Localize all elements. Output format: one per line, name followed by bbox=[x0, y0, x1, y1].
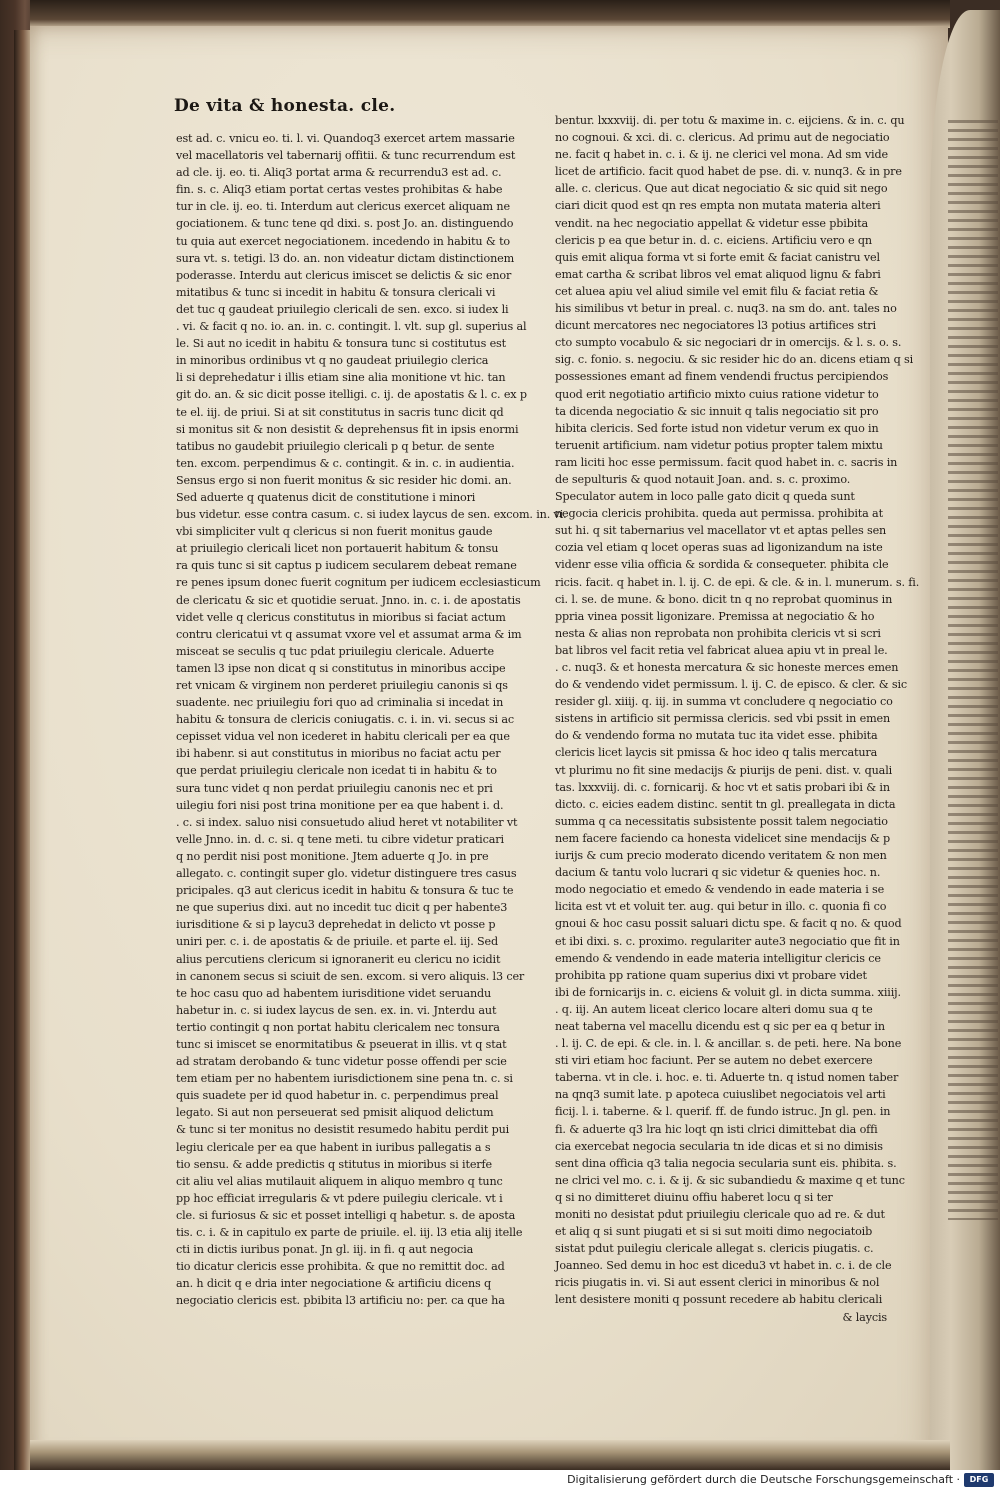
text-line: clericis p ea que betur in. d. c. eiciens. Artificiu vero e qn bbox=[555, 233, 872, 247]
text-line: velle Jnno. in. d. c. si. q tene meti. tu cibre videtur praticari bbox=[176, 832, 504, 846]
text-line: ibi de fornicarijs in. c. eiciens & voluit gl. in dicta summa. xiiij. bbox=[555, 985, 901, 999]
text-line: tatibus no gaudebit priuilegio clericali p q betur. de sente bbox=[176, 439, 495, 453]
text-line: moniti no desistat pdut priuilegiu clericale quo ad re. & dut bbox=[555, 1208, 885, 1221]
book-bottom-edge bbox=[30, 1440, 950, 1470]
text-line: te hoc casu quo ad habentem iurisditione videt seruandu bbox=[176, 986, 492, 1000]
footer-bar bbox=[0, 1470, 1000, 1491]
text-line: ten. excom. perpendimus & c. contingit. & in. c. in audientia. bbox=[176, 456, 515, 470]
text-line: tunc si imiscet se enormitatibus & pseuerat in illis. vt q stat bbox=[176, 1037, 507, 1051]
text-line: possessiones emant ad finem vendendi fructus percipiendos bbox=[555, 370, 889, 384]
text-line: in canonem secus si sciuit de sen. excom. si vero aliquis. l3 cer bbox=[176, 969, 525, 983]
text-line: ciari dicit quod est qn res empta non mutata materia alteri bbox=[555, 199, 881, 213]
book-top-edge bbox=[30, 0, 950, 28]
text-line: ram liciti hoc esse permissum. facit quod habet in. c. sacris in bbox=[555, 455, 898, 469]
text-column-left bbox=[176, 130, 567, 1309]
text-line: Speculator autem in loco palle gato dicit q queda sunt bbox=[555, 490, 855, 504]
text-line: de sepulturis & quod notauit Joan. and. s. c. proximo. bbox=[555, 472, 851, 486]
text-line: hibita clericis. Sed forte istud non videtur verum ex quo in bbox=[555, 421, 879, 435]
text-line: tio dicatur clericis esse prohibita. & que no remittit doc. ad bbox=[176, 1260, 505, 1274]
text-line: et aliq q si sunt piugati et si si sut moiti dimo negociatoib bbox=[555, 1225, 873, 1239]
text-line: teruenit artificium. nam videtur potius propter talem mixtu bbox=[555, 438, 883, 452]
text-line: sura vt. s. tetigi. l3 do. an. non videatur dictam distinctionem bbox=[176, 251, 515, 265]
text-line: . q. iij. An autem liceat clerico locare alteri domu sua q te bbox=[555, 1002, 873, 1016]
text-line: & laycis bbox=[842, 1310, 887, 1324]
text-line: licet de artificio. facit quod habet de pse. di. v. nunq3. & in pre bbox=[555, 165, 902, 179]
text-line: nesta & alias non reprobata non prohibita clericis vt si scri bbox=[555, 626, 881, 640]
text-line: sistens in artificio sit permissa clericis. sed vbi pssit in emen bbox=[555, 712, 891, 726]
text-line: bus videtur. esse contra casum. c. si iudex laycus de sen. excom. in. vi. bbox=[176, 508, 567, 522]
text-line: cit aliu vel alias mutilauit aliquem in aliquo membro q tunc bbox=[176, 1174, 503, 1188]
text-line: q si no dimitteret diuinu offiu haberet locu q si ter bbox=[555, 1190, 833, 1204]
text-line: re penes ipsum donec fuerit cognitum per iudicem ecclesiasticum bbox=[176, 576, 541, 590]
text-line: emat cartha & scribat libros vel emat aliquod lignu & fabri bbox=[555, 267, 881, 281]
text-line: ra quis tunc si sit captus p iudicem secularem debeat remane bbox=[176, 559, 517, 573]
text-line: Sensus ergo si non fuerit monitus & sic resider hic domi. an. bbox=[176, 473, 512, 487]
text-line: summa q ca necessitatis subsistente possit talem negociatio bbox=[555, 814, 888, 828]
text-line: nem facere faciendo ca honesta videlicet sine mendacijs & p bbox=[555, 831, 891, 845]
text-line: tio sensu. & adde predictis q stitutus in mioribus si iterfe bbox=[176, 1157, 492, 1171]
text-line: do & vendendo videt permissum. l. ij. C. de episco. & cler. & sic bbox=[555, 678, 908, 692]
text-line: alle. c. clericus. Que aut dicat negociatio & sic quid sit nego bbox=[555, 182, 888, 196]
text-line: ad stratam derobando & tunc videtur posse offendi per scie bbox=[176, 1055, 507, 1069]
text-line: mitatibus & tunc si incedit in habitu & tonsura clericali vi bbox=[176, 285, 496, 299]
text-line: q no perdit nisi post monitione. Jtem aduerte q Jo. in pre bbox=[176, 849, 489, 863]
text-line: na qnq3 sumit late. p apoteca cuiuslibet negociatois vel arti bbox=[555, 1088, 886, 1102]
text-line: vendit. na hec negociatio appellat & videtur esse pbibita bbox=[555, 216, 869, 230]
text-line: li si deprehedatur i illis etiam sine alia monitione vt hic. tan bbox=[176, 371, 506, 385]
text-line: quis emit aliqua forma vt si forte emit & faciat canistru vel bbox=[555, 250, 880, 264]
text-line: quis suadete per id quod habetur in. c. perpendimus preal bbox=[176, 1089, 499, 1103]
text-line: habitu & tonsura de clericis coniugatis. c. i. in. vi. secus si ac bbox=[176, 713, 514, 727]
text-line: no cognoui. & xci. di. c. clericus. Ad primu aut de negociatio bbox=[555, 131, 890, 145]
text-line: emendo & vendendo in eade materia intelligitur clericis ce bbox=[555, 951, 881, 965]
text-line: bentur. lxxxviij. di. per totu & maxime in. c. eijciens. & in. c. qu bbox=[555, 114, 905, 127]
text-line: contru clericatui vt q assumat vxore vel et assumat arma & im bbox=[176, 627, 522, 641]
text-line: le. Si aut no icedit in habitu & tonsura tunc si costitutus est bbox=[176, 337, 506, 351]
text-line: dicunt mercatores nec negociatores l3 potius artifices stri bbox=[555, 319, 876, 333]
text-line: ppria vinea possit ligonizare. Premissa at negociatio & ho bbox=[555, 609, 875, 623]
text-line: det tuc q gaudeat priuilegio clericali de sen. exco. si iudex li bbox=[176, 302, 509, 316]
text-line: ci. l. se. de mune. & bono. dicit tn q no reprobat quominus in bbox=[555, 592, 893, 606]
text-line: ricis piugatis in. vi. Si aut essent clerici in minoribus & nol bbox=[555, 1276, 880, 1290]
text-line: cozia vel etiam q locet operas suas ad ligonizandum na iste bbox=[555, 541, 883, 555]
text-line: ne que superius dixi. aut no incedit tuc dicit q per habente3 bbox=[176, 901, 508, 915]
text-line: tamen l3 ipse non dicat q si constitutus in minoribus accipe bbox=[176, 661, 506, 675]
text-line: cto sumpto vocabulo & sic negociari dr in omercijs. & l. s. o. s. bbox=[555, 336, 902, 350]
text-line: habetur in. c. si iudex laycus de sen. ex. in. vi. Jnterdu aut bbox=[176, 1003, 497, 1017]
text-line: negocia clericis prohibita. queda aut permissa. prohibita at bbox=[555, 507, 883, 521]
text-line: taberna. vt in cle. i. hoc. e. ti. Aduerte tn. q istud nomen taber bbox=[555, 1071, 899, 1085]
text-line: videnr esse vilia officia & sordida & consequeter. phibita cle bbox=[555, 558, 889, 572]
text-line: at priuilegio clericali licet non portauerit habitum & tonsu bbox=[176, 542, 499, 556]
text-line: negociatio clericis est. pbibita l3 artificiu no: per. ca que ha bbox=[176, 1294, 505, 1308]
text-line: tur in cle. ij. eo. ti. Interdum aut clericus exercet aliquam ne bbox=[176, 200, 510, 214]
text-line: . l. ij. C. de epi. & cle. in. l. & ancillar. s. de peti. here. Na bone bbox=[555, 1037, 902, 1051]
text-line: ret vnicam & virginem non perderet priuilegiu canonis si qs bbox=[176, 679, 508, 692]
funding-notice: Digitalisierung gefördert durch die Deutsche Forschungsgemeinschaft · bbox=[567, 1473, 960, 1486]
text-line: iurijs & cum precio moderato dicendo veritatem & non men bbox=[555, 849, 887, 863]
text-line: allegato. c. contingit super glo. videtur distinguere tres casus bbox=[176, 867, 517, 881]
text-line: tas. lxxxviij. di. c. fornicarij. & hoc vt et satis probari ibi & in bbox=[555, 780, 890, 794]
text-line: sent dina officia q3 talia negocia secularia sunt eis. phibita. s. bbox=[555, 1156, 897, 1170]
text-line: his similibus vt betur in preal. c. nuq3. na sm do. ant. tales no bbox=[555, 302, 897, 316]
text-line: cia exercebat negocia secularia tn ide dicas et si no dimisis bbox=[555, 1139, 883, 1153]
text-line: ne. facit q habet in. c. i. & ij. ne clerici vel mona. Ad sm vide bbox=[555, 148, 888, 162]
text-column-right bbox=[555, 112, 920, 1326]
text-line: bat libros vel facit retia vel fabricat aluea apiu vt in preal le. bbox=[555, 643, 888, 657]
text-line: gociationem. & tunc tene qd dixi. s. post Jo. an. distinguendo bbox=[176, 217, 514, 231]
text-line: misceat se seculis q tuc pdat priuilegiu clericale. Aduerte bbox=[176, 644, 494, 658]
text-line: . c. nuq3. & et honesta mercatura & sic honeste merces emen bbox=[555, 661, 899, 674]
text-line: cti in dictis iuribus ponat. Jn gl. iij. in fi. q aut negocia bbox=[176, 1243, 474, 1257]
text-line: Sed aduerte q quatenus dicit de constitutione i minori bbox=[176, 490, 476, 504]
text-line: sti viri etiam hoc faciunt. Per se autem no debet exercere bbox=[555, 1054, 873, 1068]
text-line: ricis. facit. q habet in. l. ij. C. de epi. & cle. & in. l. munerum. s. fi. bbox=[555, 575, 920, 589]
text-line: do & vendendo forma no mutata tuc ita videt esse. phibita bbox=[555, 729, 878, 743]
text-line: vbi simpliciter vult q clericus si non fuerit monitus gaude bbox=[176, 525, 493, 539]
text-line: tu quia aut exercet negociationem. incedendo in habitu & to bbox=[176, 234, 511, 248]
text-line: iurisditione & si p laycu3 deprehedat in delicto vt posse p bbox=[176, 918, 496, 932]
text-line: resider gl. xiiij. q. iij. in summa vt concludere q negociatio co bbox=[555, 695, 893, 709]
text-line: ta dicenda negociatio & sic innuit q talis negociatio sit pro bbox=[555, 404, 879, 418]
text-line: . vi. & facit q no. io. an. in. c. contingit. l. vlt. sup gl. superius al bbox=[176, 320, 527, 334]
text-line: clericis licet laycis sit pmissa & hoc ideo q talis mercatura bbox=[555, 746, 878, 760]
text-line: pricipales. q3 aut clericus icedit in habitu & tonsura & tuc te bbox=[176, 884, 514, 898]
text-line: te el. iij. de priui. Si at sit constitutus in sacris tunc dicit qd bbox=[176, 405, 504, 419]
text-line: neat taberna vel macellu dicendu est q sic per ea q betur in bbox=[555, 1019, 885, 1033]
text-line: ne clrici vel mo. c. i. & ij. & sic subandiedu & maxime q et tunc bbox=[555, 1173, 905, 1187]
text-line: sut hi. q sit tabernarius vel macellator vt et aptas pelles sen bbox=[555, 524, 887, 538]
text-line: poderasse. Interdu aut clericus imiscet se delictis & sic enor bbox=[176, 268, 512, 282]
text-line: git do. an. & sic dicit posse itelligi. c. ij. de apostatis & l. c. ex p bbox=[176, 388, 527, 402]
text-line: modo negociatio et emedo & vendendo in eade materia i se bbox=[555, 883, 885, 897]
text-line: et ibi dixi. s. c. proximo. regulariter aute3 negociatio que fit in bbox=[555, 934, 900, 948]
text-line: ficij. l. i. taberne. & l. querif. ff. de fundo istruc. Jn gl. pen. in bbox=[555, 1105, 891, 1119]
text-line: tem etiam per no habentem iurisdictionem sine pena tn. c. si bbox=[176, 1072, 513, 1086]
text-line: dacium & tantu volo lucrari q sic videtur & quenies hoc. n. bbox=[555, 866, 881, 880]
text-line: in minoribus ordinibus vt q no gaudeat priuilegio clerica bbox=[176, 354, 489, 368]
text-line: de clericatu & sic et quotidie seruat. Jnno. in. c. i. de apostatis bbox=[176, 593, 521, 607]
text-line: quod erit negotiatio artificio mixto cuius ratione videtur to bbox=[555, 387, 879, 401]
text-line: cle. si furiosus & sic et posset intelligi q habetur. s. de aposta bbox=[176, 1208, 516, 1222]
text-line: fin. s. c. Aliq3 etiam portat certas vestes prohibitas & habe bbox=[176, 183, 503, 197]
text-line: legiu clericale per ea que habent in iuribus pallegatis a s bbox=[176, 1140, 491, 1154]
text-line: sura tunc videt q non perdat priuilegiu canonis nec et pri bbox=[176, 781, 493, 795]
text-line: tertio contingit q non portat habitu clericalem nec tonsura bbox=[176, 1020, 500, 1034]
text-line: Joanneo. Sed demu in hoc est dicedu3 vt habet in. c. i. de cle bbox=[555, 1259, 892, 1273]
text-line: uilegiu fori nisi post trina monitione per ea que habent i. d. bbox=[176, 798, 504, 812]
text-line: suadente. nec priuilegiu fori quo ad criminalia si incedat in bbox=[176, 696, 504, 710]
text-line: pp hoc efficiat irregularis & vt pdere puilegiu clericale. vt i bbox=[176, 1191, 503, 1205]
text-line: vel macellatoris vel tabernarij offitii. & tunc recurrendum est bbox=[176, 149, 516, 163]
text-line: ad cle. ij. eo. ti. Aliq3 portat arma & recurrendu3 est ad. c. bbox=[176, 166, 502, 180]
running-header: De vita & honesta. cle. bbox=[174, 96, 396, 116]
text-line: lent desistere moniti q possunt recedere ab habitu clericali bbox=[555, 1293, 883, 1307]
text-line: que perdat priuilegiu clericale non icedat ti in habitu & to bbox=[176, 764, 497, 778]
text-line: cepisset vidua vel non icederet in habitu clericali per ea que bbox=[176, 730, 510, 744]
text-line: vt plurimu no fit sine medacijs & piurijs de peni. dist. v. quali bbox=[555, 763, 893, 777]
text-line: & tunc si ter monitus no desistit resumedo habitu perdit pui bbox=[176, 1123, 510, 1137]
text-line: sig. c. fonio. s. negociu. & sic resider hic do an. dicens etiam q si bbox=[555, 353, 914, 367]
text-line: dicto. c. eicies eadem distinc. sentit tn gl. preallegata in dicta bbox=[555, 797, 896, 811]
text-line: an. h dicit q e dria inter negociatione & artificiu dicens q bbox=[176, 1277, 492, 1291]
text-line: uniri per. c. i. de apostatis & de priuile. et parte el. iij. Sed bbox=[176, 935, 499, 949]
text-line: fi. & aduerte q3 lra hic loqt qn isti clrici dimittebat dia offi bbox=[555, 1122, 878, 1136]
text-line: prohibita pp ratione quam superius dixi vt probare videt bbox=[555, 968, 867, 982]
text-line: gnoui & hoc casu possit saluari dictu spe. & facit q no. & quod bbox=[555, 917, 902, 931]
text-line: sistat pdut puilegiu clericale allegat s. clericis piugatis. c. bbox=[555, 1242, 874, 1256]
dfg-logo-icon: DFG bbox=[964, 1473, 994, 1487]
facing-page-text-bleed bbox=[948, 120, 998, 1220]
text-line: est ad. c. vnicu eo. ti. l. vi. Quandoq3 exercet artem massarie bbox=[176, 132, 515, 145]
text-line: si monitus sit & non desistit & deprehensus fit in ipsis enormi bbox=[176, 422, 519, 436]
text-line: ibi habenr. si aut constitutus in mioribus no faciat actu per bbox=[176, 747, 501, 761]
text-line: videt velle q clericus constitutus in mioribus si faciat actum bbox=[176, 610, 506, 624]
text-line: legato. Si aut non perseuerat sed pmisit aliquod delictum bbox=[176, 1106, 494, 1120]
text-line: alius percutiens clericum si ignoranerit eu clericu no icidit bbox=[176, 952, 501, 966]
text-line: cet aluea apiu vel aliud simile vel emit filu & faciat retia & bbox=[555, 284, 879, 298]
text-line: tis. c. i. & in capitulo ex parte de priuile. el. iij. l3 etia alij itelle bbox=[176, 1226, 523, 1239]
text-line: licita est vt et voluit ter. aug. qui betur in illo. c. quonia fi co bbox=[555, 900, 887, 914]
text-line: . c. si index. saluo nisi consuetudo aliud heret vt notabiliter vt bbox=[176, 815, 518, 829]
